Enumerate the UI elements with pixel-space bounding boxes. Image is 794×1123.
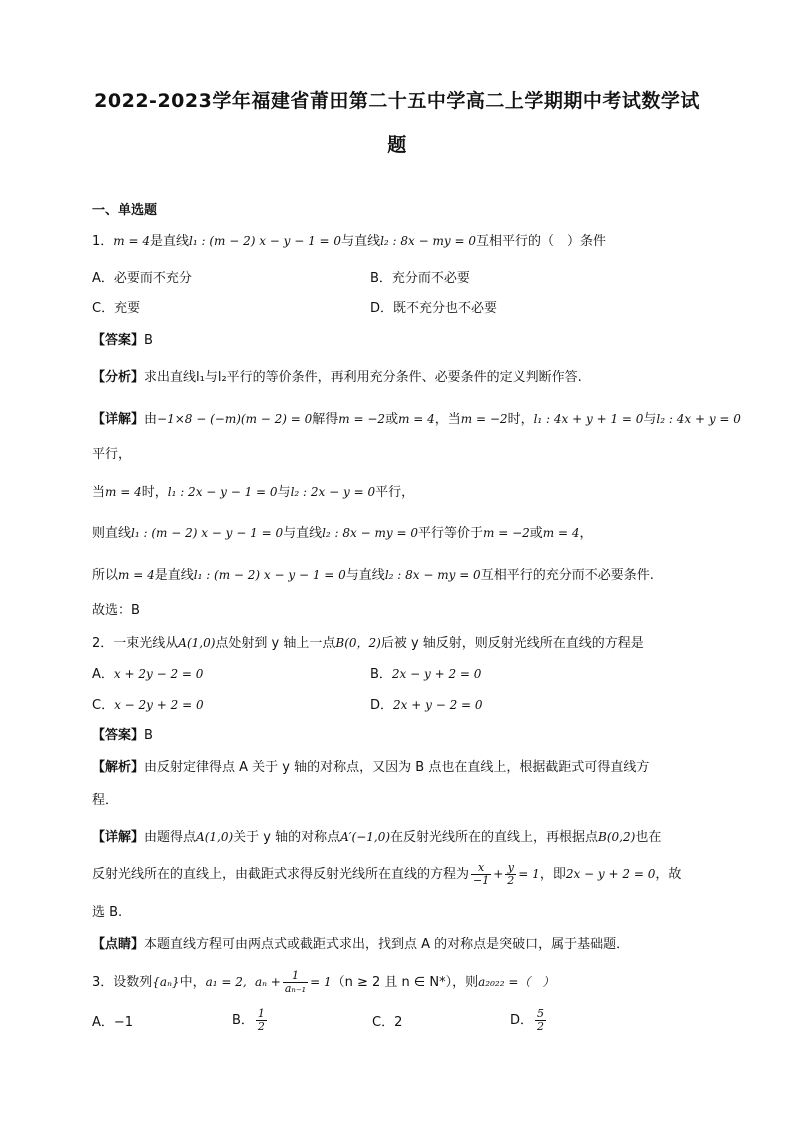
fraction-x-over-neg1: $\frac{x}{-1}$ bbox=[473, 861, 490, 887]
q2-option-d: D．2x + y − 2 = 0 bbox=[370, 698, 483, 713]
q3-option-c: C．2 bbox=[372, 1015, 403, 1030]
q1-choice: 故选：B bbox=[92, 603, 140, 618]
fraction-1-over-a-n-minus-1: $\frac{1}{\text{aₙ₋₁}}$ bbox=[284, 969, 307, 995]
q1-detail-line2: 当m = 4时，l₁ : 2x − y − 1 = 0与l₂ : 2x − y = 0平行， bbox=[92, 485, 415, 500]
q1-analysis: 【分析】求出直线l₁与l₂平行的等价条件，再利用充分条件、必要条件的定义判断作答. bbox=[92, 370, 582, 385]
q1-option-d: D．既不充分也不必要 bbox=[370, 301, 498, 316]
q2-option-b: B．2x − y + 2 = 0 bbox=[370, 667, 482, 682]
section-heading: 一、单选题 bbox=[92, 203, 158, 218]
exam-title-line1: 2022-2023学年福建省莆田第二十五中学高二上学期期中考试数学试 bbox=[94, 90, 700, 112]
q3-option-a: A．−1 bbox=[92, 1015, 134, 1030]
q1-stem: 1．m = 4是直线l₁ : (m − 2) x − y − 1 = 0与直线l₂ : 8x − my = 0互相平行的（ ）条件 bbox=[92, 234, 606, 249]
q1-detail-line1-cont: 平行， bbox=[92, 447, 132, 462]
q1-detail-line1: 【详解】由−1×8 − (−m)(m − 2) = 0解得m = −2或m = 4，当m = −2时，l₁ : 4x + y + 1 = 0与l₂ : 4x + y = 0 bbox=[92, 412, 741, 427]
q1-answer: 【答案】B bbox=[92, 333, 153, 348]
fraction-y-over-2: $\frac{y}{2}$ bbox=[507, 861, 515, 887]
q1-detail-line3: 则直线l₁ : (m − 2) x − y − 1 = 0与直线l₂ : 8x − my = 0平行等价于m = −2或m = 4， bbox=[92, 526, 593, 541]
q2-detail-line3: 选 B. bbox=[92, 905, 123, 920]
q2-analysis-line1: 【解析】由反射定律得点 A 关于 y 轴的对称点，又因为 B 点也在直线上，根据截距式可得直线方 bbox=[92, 760, 650, 775]
q3-option-d: D． $\frac{5}{2}$ bbox=[510, 1007, 545, 1033]
q3-stem: 3．设数列{aₙ}中，a₁ = 2, aₙ + $\frac{1}{\text{aₙ₋₁}}$ = 1（n ≥ 2 且 n ∈ N*），则a₂₀₂₂ =（ ） bbox=[92, 969, 555, 995]
q2-detail-line1: 【详解】由题得点A(1,0)关于 y 轴的对称点A′(−1,0)在反射光线所在的直线上，再根据点B(0,2)也在 bbox=[92, 830, 662, 845]
exam-title-line2: 题 bbox=[387, 134, 407, 156]
q1-option-b: B．充分而不必要 bbox=[370, 271, 470, 286]
q2-answer: 【答案】B bbox=[92, 728, 153, 743]
q2-analysis-line2: 程． bbox=[92, 793, 119, 808]
q2-option-a: A．x + 2y − 2 = 0 bbox=[92, 667, 204, 682]
q1-detail-line4: 所以m = 4是直线l₁ : (m − 2) x − y − 1 = 0与直线l₂ : 8x − my = 0互相平行的充分而不必要条件. bbox=[92, 568, 654, 583]
q2-comment: 【点睛】本题直线方程可由两点式或截距式求出，找到点 A 的对称点是突破口，属于基础题． bbox=[92, 937, 630, 952]
q2-detail-line2: 反射光线所在的直线上，由截距式求得反射光线所在直线的方程为 $\frac{x}{-1}$ + $\frac{y}{2}$ = 1，即2x − y + 2 = 0，故 bbox=[92, 861, 682, 887]
q1-option-a: A．必要而不充分 bbox=[92, 271, 192, 286]
q3-option-b: B． $\frac{1}{2}$ bbox=[232, 1007, 265, 1033]
q2-option-c: C．x − 2y + 2 = 0 bbox=[92, 698, 204, 713]
q2-stem: 2．一束光线从A(1,0)点处射到 y 轴上一点B(0，2)后被 y 轴反射，则反射光线所在直线的方程是 bbox=[92, 636, 644, 651]
q1-option-c: C．充要 bbox=[92, 301, 141, 316]
